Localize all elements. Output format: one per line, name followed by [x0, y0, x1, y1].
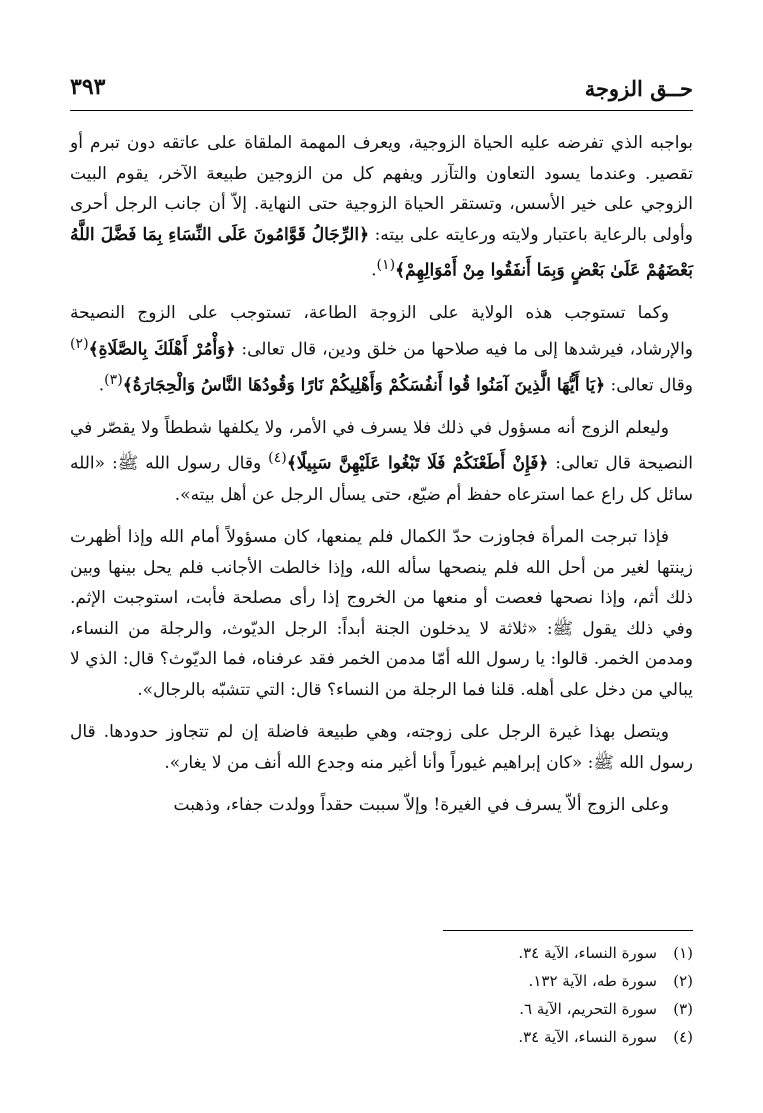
- footnote-text: سورة طه، الآية ١٣٢.: [528, 972, 657, 990]
- paragraph-4: فإذا تبرجت المرأة فجاوزت حدّ الكمال فلم يمنعها، كان مسؤولاً أمام الله وإذا أظهرت زينتها لغير من أحل الله فلم ينصحها سأله الله، وإذا خالطت الأجانب فلم يحل بينها وبين ذلك أثم، وإذا نصحها فعصت أو منعها من الخروج إذا رأى مصلحة فأبت، استوجبت الإثم. وفي ذلك يقول ﷺ: «ثلاثة لا يدخلون الجنة أبداً: الرجل الديّوث، والرجلة من النساء، ومدمن الخمر. قالوا: يا رسول الله أمّا مدمن الخمر فقد عرفناه، فما الديّوث؟ قال: الذي لا يبالي من دخل على أهله. قلنا فما الرجلة من النساء؟ قال: التي تتشبّه بالرجال».: [70, 527, 693, 700]
- paragraph-text: وقال تعالى:: [605, 375, 693, 396]
- quran-verse: ﴿يَا أَيُّهَا الَّذِينَ آمَنُوا قُوا أَنفُسَكُمْ وَأَهْلِيكُمْ نَارًا وَقُودُهَا النَّاسُ وَالْحِجَارَةُ﴾: [122, 375, 606, 396]
- paragraph-text: .: [371, 260, 377, 281]
- paragraph-text: وقال رسول الله ﷺ: «الله سائل كل راع عما استرعاه حفظ أم ضيّع، حتى يسأل الرجل عن أهل بيته».: [70, 454, 693, 505]
- page-header: [70, 70, 693, 111]
- footnote-number: (١): [673, 944, 693, 962]
- paragraph-5: ويتصل بهذا غيرة الرجل على زوجته، وهي طبيعة فاضلة إن لم تتجاوز حدودها. قال رسول الله ﷺ: «كان إبراهيم غيوراً وأنا أغير منه وجدع الله أنف من لا يغار».: [70, 722, 693, 773]
- paragraph-text: .: [98, 375, 105, 396]
- footnote-number: (٣): [673, 1000, 693, 1018]
- paragraph-1: [70, 128, 693, 286]
- quran-verse: ﴿الرِّجَالُ قَوَّامُونَ عَلَى النِّسَاءِ بِمَا فَضَّلَ اللَّهُ بَعْضَهُمْ عَلَىٰ بَعْضٍ وَبِمَا أَنفَقُوا مِنْ أَمْوَالِهِمْ﴾: [70, 224, 693, 281]
- footnotes: [443, 930, 693, 1051]
- footnote-number: (٤): [673, 1028, 693, 1046]
- footnote-number: (٢): [673, 972, 693, 990]
- footnote-ref: (١): [376, 257, 396, 273]
- footnote: [443, 939, 693, 967]
- running-title: حــق الزوجة: [584, 76, 693, 101]
- footnote-text: سورة التحريم، الآية ٦.: [519, 1000, 657, 1018]
- paragraph-text: بواجبه الذي تفرضه عليه الحياة الزوجية، ويعرف المهمة الملقاة على عاتقه دون تبرم أو تقصير. وعندما يسود التعاون والتآزر ويفهم كل من الزوجين طبيعة الآخر، يقوم البيت الزوجي على خير الأسس، وتستقر الحياة الزوجية حتى النهاية. إلاّ أن جانب الرجل أحرى وأولى بالرعاية باعتبار ولايته ورعايته على بيته:: [70, 133, 693, 245]
- paragraph-2: [70, 298, 693, 401]
- footnote-ref: (٣): [104, 371, 123, 388]
- footnote-text: سورة النساء، الآية ٣٤.: [518, 944, 657, 962]
- paragraph-text: وليعلم الزوج أنه مسؤول في ذلك فلا يسرف في الأمر، ولا يكلفها شططاً ولا يقصّر في النصيحة قال تعالى:: [70, 417, 693, 475]
- footnote: [443, 995, 693, 1023]
- paragraph-6: وعلى الزوج ألاّ يسرف في الغيرة! وإلاّ سببت حقداً وولدت جفاء، وذهبت: [173, 795, 669, 816]
- main-text: [70, 128, 693, 833]
- quran-verse: ﴿وَأْمُرْ أَهْلَكَ بِالصَّلَاةِ﴾: [88, 339, 236, 360]
- quran-verse: ﴿فَإِنْ أَطَعْنَكُمْ فَلَا تَبْغُوا عَلَيْهِنَّ سَبِيلًا﴾: [286, 454, 549, 475]
- footnote-ref: (٢): [70, 335, 89, 352]
- footnote: [443, 967, 693, 995]
- paragraph-text: وكما تستوجب هذه الولاية على الزوجة الطاعة، تستوجب على الزوج النصيحة والإرشاد، فيرشدها إلى ما فيه صلاحها من خلق ودين، قال تعالى:: [70, 303, 693, 360]
- footnote-ref: (٤): [268, 450, 287, 467]
- paragraph-3: [70, 413, 693, 510]
- footnote-text: سورة النساء، الآية ٣٤.: [518, 1028, 657, 1046]
- footnote: [443, 1023, 693, 1051]
- page-number: ٣٩٣: [70, 74, 106, 100]
